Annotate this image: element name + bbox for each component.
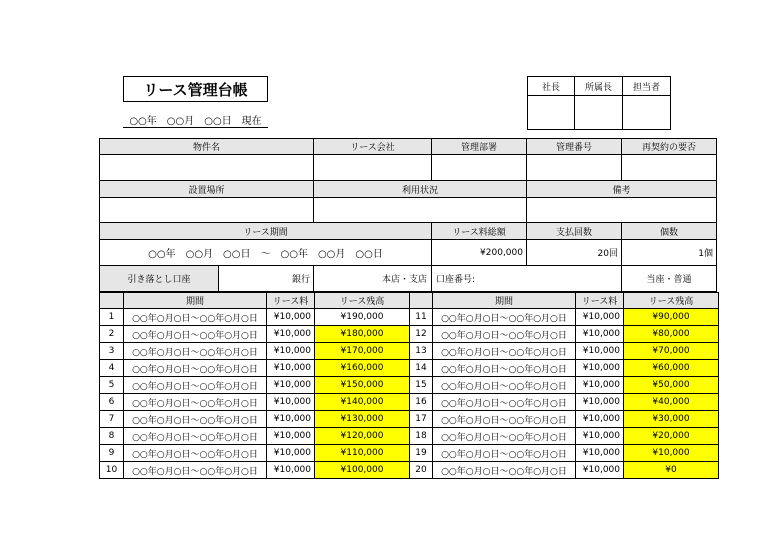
lease-company-cell[interactable] [314,155,432,181]
row-number: 17 [410,411,433,428]
period-cell[interactable]: ○○年○月○日～○○年○月○日 [124,343,267,360]
balance-cell[interactable]: ¥140,000 [315,394,410,411]
header-balance-left: リース残高 [315,293,410,309]
table-row [100,411,719,428]
debit-account-number[interactable]: 口座番号: [432,266,622,292]
fee-cell[interactable]: ¥10,000 [576,309,624,326]
balance-cell[interactable]: ¥120,000 [315,428,410,445]
period-cell[interactable]: ○○年○月○日～○○年○月○日 [124,360,267,377]
balance-cell[interactable]: ¥150,000 [315,377,410,394]
debit-account-label: 引き落とし口座 [100,266,219,292]
header-remarks: 備考 [527,181,717,198]
row-number: 11 [410,309,433,326]
fee-cell[interactable]: ¥10,000 [267,377,315,394]
header-period-right: 期間 [433,293,576,309]
fee-cell[interactable]: ¥10,000 [576,326,624,343]
table-row [100,445,719,462]
fee-cell[interactable]: ¥10,000 [267,360,315,377]
fee-cell[interactable]: ¥10,000 [267,326,315,343]
period-cell[interactable]: ○○年○月○日～○○年○月○日 [433,394,576,411]
period-cell[interactable]: ○○年○月○日～○○年○月○日 [433,411,576,428]
row-number: 15 [410,377,433,394]
header-balance-right: リース残高 [624,293,719,309]
header-fee-right: リース料 [576,293,624,309]
fee-cell[interactable]: ¥10,000 [576,377,624,394]
remarks-cell[interactable] [527,198,717,223]
header-no-right [410,293,433,309]
approval-stamp-table [527,76,671,130]
balance-cell[interactable]: ¥110,000 [315,445,410,462]
row-number: 16 [410,394,433,411]
balance-cell[interactable]: ¥50,000 [624,377,719,394]
row-number: 9 [100,445,124,462]
management-no-cell[interactable] [527,155,622,181]
balance-cell[interactable]: ¥160,000 [315,360,410,377]
header-renewal: 再契約の要否 [622,139,717,155]
table-row [100,343,719,360]
period-cell[interactable]: ○○年○月○日～○○年○月○日 [124,428,267,445]
period-cell[interactable]: ○○年○月○日～○○年○月○日 [124,411,267,428]
fee-cell[interactable]: ¥10,000 [576,428,624,445]
table-row [100,360,719,377]
table-row [100,309,719,326]
period-cell[interactable]: ○○年○月○日～○○年○月○日 [124,462,267,479]
stamp-box-person-in-charge[interactable] [623,96,671,130]
header-lease-period: リース期間 [100,223,432,240]
row-number: 1 [100,309,124,326]
header-total-fee: リース料総額 [432,223,527,240]
period-cell[interactable]: ○○年○月○日～○○年○月○日 [433,377,576,394]
fee-cell[interactable]: ¥10,000 [576,343,624,360]
table-row [100,428,719,445]
row-number: 8 [100,428,124,445]
row-number: 3 [100,343,124,360]
period-cell[interactable]: ○○年○月○日～○○年○月○日 [433,326,576,343]
period-cell[interactable]: ○○年○月○日～○○年○月○日 [124,326,267,343]
period-cell[interactable]: ○○年○月○日～○○年○月○日 [124,445,267,462]
period-cell[interactable]: ○○年○月○日～○○年○月○日 [124,309,267,326]
stamp-box-manager[interactable] [575,96,623,130]
period-cell[interactable]: ○○年○月○日～○○年○月○日 [433,360,576,377]
period-cell[interactable]: ○○年○月○日～○○年○月○日 [433,343,576,360]
period-cell[interactable]: ○○年○月○日～○○年○月○日 [124,377,267,394]
header-management-no: 管理番号 [527,139,622,155]
row-number: 6 [100,394,124,411]
fee-cell[interactable]: ¥10,000 [576,394,624,411]
fee-cell[interactable]: ¥10,000 [267,394,315,411]
row-number: 13 [410,343,433,360]
header-management-dept: 管理部署 [432,139,527,155]
period-cell[interactable]: ○○年○月○日～○○年○月○日 [433,445,576,462]
balance-cell[interactable]: ¥130,000 [315,411,410,428]
table-row [100,326,719,343]
debit-bank[interactable]: 銀行 [219,266,314,292]
header-payment-count: 支払回数 [527,223,622,240]
payment-schedule-table [99,292,719,479]
payment-count-value[interactable]: 20回 [527,240,622,266]
stamp-label-president: 社長 [528,77,575,96]
fee-cell[interactable]: ¥10,000 [576,445,624,462]
fee-cell[interactable]: ¥10,000 [267,428,315,445]
balance-cell[interactable]: ¥80,000 [624,326,719,343]
header-no-left [100,293,124,309]
lease-period-value[interactable]: ○○年 ○○月 ○○日 ～ ○○年 ○○月 ○○日 [100,240,432,266]
balance-cell[interactable]: ¥180,000 [315,326,410,343]
fee-cell[interactable]: ¥10,000 [267,445,315,462]
management-dept-cell[interactable] [432,155,527,181]
row-number: 4 [100,360,124,377]
header-fee-left: リース料 [267,293,315,309]
fee-cell[interactable]: ¥10,000 [267,343,315,360]
balance-cell[interactable]: ¥170,000 [315,343,410,360]
total-fee-value[interactable]: ¥200,000 [432,240,527,266]
header-quantity: 個数 [622,223,717,240]
table-row [100,377,719,394]
balance-cell[interactable]: ¥100,000 [315,462,410,479]
row-number: 14 [410,360,433,377]
row-number: 7 [100,411,124,428]
balance-cell[interactable]: ¥40,000 [624,394,719,411]
balance-cell[interactable]: ¥190,000 [315,309,410,326]
fee-cell[interactable]: ¥10,000 [576,411,624,428]
table-row [100,462,719,479]
fee-cell[interactable]: ¥10,000 [576,462,624,479]
fee-cell[interactable]: ¥10,000 [267,462,315,479]
row-number: 19 [410,445,433,462]
balance-cell[interactable]: ¥10,000 [624,445,719,462]
debit-account-type[interactable]: 当座・普通 [622,266,717,292]
fee-cell[interactable]: ¥10,000 [267,411,315,428]
fee-cell[interactable]: ¥10,000 [267,309,315,326]
location-cell[interactable] [100,198,314,223]
row-number: 2 [100,326,124,343]
period-cell[interactable]: ○○年○月○日～○○年○月○日 [433,428,576,445]
stamp-label-person-in-charge: 担当者 [623,77,671,96]
balance-cell[interactable]: ¥70,000 [624,343,719,360]
header-lease-company: リース会社 [314,139,432,155]
header-item-name: 物件名 [100,139,314,155]
row-number: 12 [410,326,433,343]
row-number: 10 [100,462,124,479]
lease-info-table [99,138,717,292]
header-usage-status: 利用状況 [314,181,527,198]
renewal-cell[interactable] [622,155,717,181]
debit-branch[interactable]: 本店・支店 [314,266,432,292]
period-cell[interactable]: ○○年○月○日～○○年○月○日 [124,394,267,411]
stamp-label-manager: 所属長 [575,77,623,96]
row-number: 18 [410,428,433,445]
row-number: 5 [100,377,124,394]
balance-cell[interactable]: ¥0 [624,462,719,479]
balance-cell[interactable]: ¥30,000 [624,411,719,428]
balance-cell[interactable]: ¥60,000 [624,360,719,377]
table-row [100,394,719,411]
stamp-box-president[interactable] [528,96,575,130]
fee-cell[interactable]: ¥10,000 [576,360,624,377]
row-number: 20 [410,462,433,479]
quantity-value[interactable]: 1個 [622,240,717,266]
as-of-date: ○○年 ○○月 ○○日 現在 [123,111,268,128]
header-location: 設置場所 [100,181,314,198]
balance-cell[interactable]: ¥90,000 [624,309,719,326]
header-period-left: 期間 [124,293,267,309]
usage-status-cell[interactable] [314,198,527,223]
item-name-cell[interactable] [100,155,314,181]
balance-cell[interactable]: ¥20,000 [624,428,719,445]
document-title: リース管理台帳 [123,76,268,102]
period-cell[interactable]: ○○年○月○日～○○年○月○日 [433,309,576,326]
period-cell[interactable]: ○○年○月○日～○○年○月○日 [433,462,576,479]
